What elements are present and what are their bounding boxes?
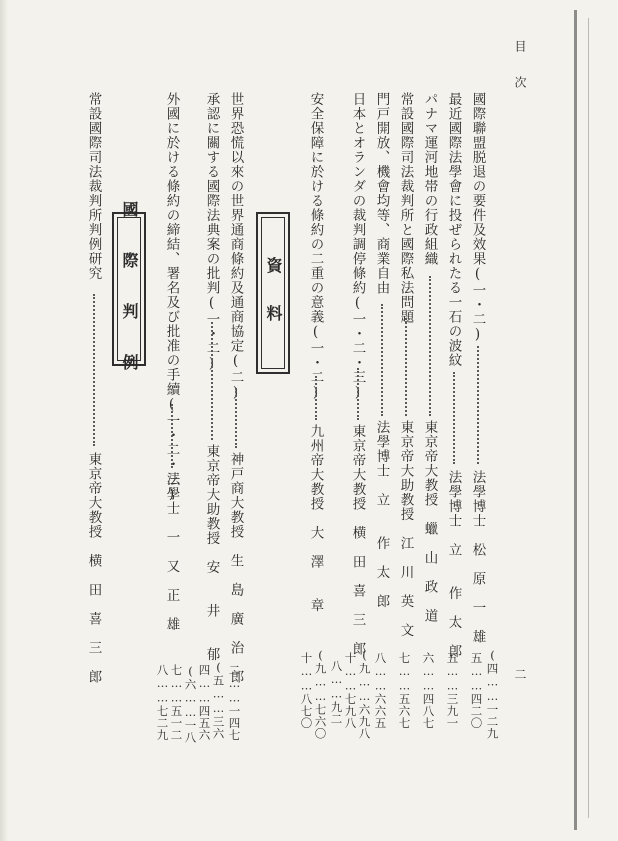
page-number: 二 (513, 668, 527, 681)
entry-3-author: 東京帝大教授 蠟 山 政 道 (421, 420, 438, 623)
shiryo-entry-2-pages-b: 四……四五六 (197, 664, 212, 741)
shiryo-entry-1-title: 世界恐慌以來の世界通商條約及通商協定(二) (227, 92, 244, 402)
shiryo-entry-2-leader (211, 322, 213, 440)
entry-5-title: 門戸開放、機會均等、商業自由 (373, 92, 390, 295)
shiryo-entry-1-author: 神戸商大教授 生 島 廣 治 郎 (227, 452, 244, 684)
entry-3-title: パナマ運河地帯の行政組織 (421, 92, 438, 266)
entry-5-leader (381, 304, 383, 416)
entry-5-pages: 八……六六五 (373, 652, 388, 729)
entry-6-pages-b: 十……七九八 (343, 652, 358, 729)
entry-7-pages-a: (九……七六〇 (313, 648, 328, 740)
entry-7-pages-b: 十……八七〇 (299, 652, 314, 729)
entry-3-leader (429, 276, 431, 416)
entry-2-author: 法學博士 立 作 太 郎 (445, 470, 462, 659)
shiryo-entry-1-leader (235, 388, 237, 448)
hanrei-entry-1-title: 常設國際司法裁判所判例研究 (85, 92, 102, 281)
entry-3-pages: 六……四八七 (421, 652, 436, 729)
shiryo-entry-3-pages-c: 八……七二九 (155, 664, 170, 741)
entry-2-pages: 五……三九一 (445, 652, 460, 729)
entry-1-pages-a: (四……一二九 (485, 648, 500, 740)
shiryo-entry-2-pages-a: (五……三六 (211, 660, 226, 740)
contents-heading: 目 次 (513, 40, 527, 94)
entry-5-author: 法學博士 立 作 太 郎 (373, 420, 390, 609)
entry-6-pages-c: 八……九二 (329, 660, 344, 725)
entry-4-title: 常設國際司法裁判所と國際私法問題 (397, 92, 414, 324)
shiryo-entry-3-title: 外國に於ける條約の締結、署名及び批准の手續(一・二・三) (163, 92, 180, 503)
entry-4-leader (405, 318, 407, 416)
margin-rule-thin (588, 18, 589, 818)
entry-6-title: 日本とオランダの裁判調停條約(一・二・三) (349, 92, 366, 402)
section-heading-shiryo-text: 資 料 (264, 257, 283, 329)
hanrei-entry-1-author: 東京帝大教授 横 田 喜 三 郎 (85, 452, 102, 684)
margin-rule (574, 10, 577, 830)
entry-7-leader (315, 376, 317, 420)
entry-2-leader (453, 372, 455, 464)
shiryo-entry-2-title: 承認に關する國際法典案の批判(一・二) (203, 92, 220, 373)
entry-1-leader (477, 346, 479, 464)
entry-1-author: 法學博士 松 原 一 雄 (469, 470, 486, 644)
section-heading-shiryo (256, 212, 290, 374)
section-heading-hanrei-text: 國 際 判 例 (120, 200, 139, 378)
entry-4-author: 東京帝大助教授 江 川 英 文 (397, 420, 414, 638)
shiryo-entry-3-pages-b: 七……五一二 (169, 664, 184, 741)
hanrei-entry-1-leader (93, 294, 95, 446)
shiryo-entry-3-pages-a: (六……一八 (183, 664, 198, 744)
entry-7-author: 九州帝大教授 大 澤 章 (307, 424, 324, 613)
entry-6-leader (357, 368, 359, 420)
shiryo-entry-3-author: 法學士 一 又 正 雄 (163, 472, 180, 632)
entry-2-title: 最近國際法學會に投ぜられたる一石の波紋 (445, 92, 462, 368)
entry-1-pages-b: 五……四二〇 (469, 652, 484, 729)
shiryo-entry-2-author: 東京帝大助教授 安 井 郁 (203, 444, 220, 662)
entry-1-title: 國際聯盟脱退の要件及效果(一・二) (469, 92, 486, 344)
shiryo-entry-1-pages: 二……一四七 (227, 664, 242, 741)
entry-7-title: 安全保障に於ける條約の二重の意義(一・二) (307, 92, 324, 402)
binding-shadow (0, 0, 8, 841)
shiryo-entry-3-leader (171, 404, 173, 468)
entry-6-author: 東京帝大教授 横 田 喜 三 郎 (349, 424, 366, 656)
entry-4-pages: 七……五六七 (397, 652, 412, 729)
section-heading-hanrei (112, 200, 146, 378)
entry-6-pages-a: (九……六九八 (357, 648, 372, 740)
